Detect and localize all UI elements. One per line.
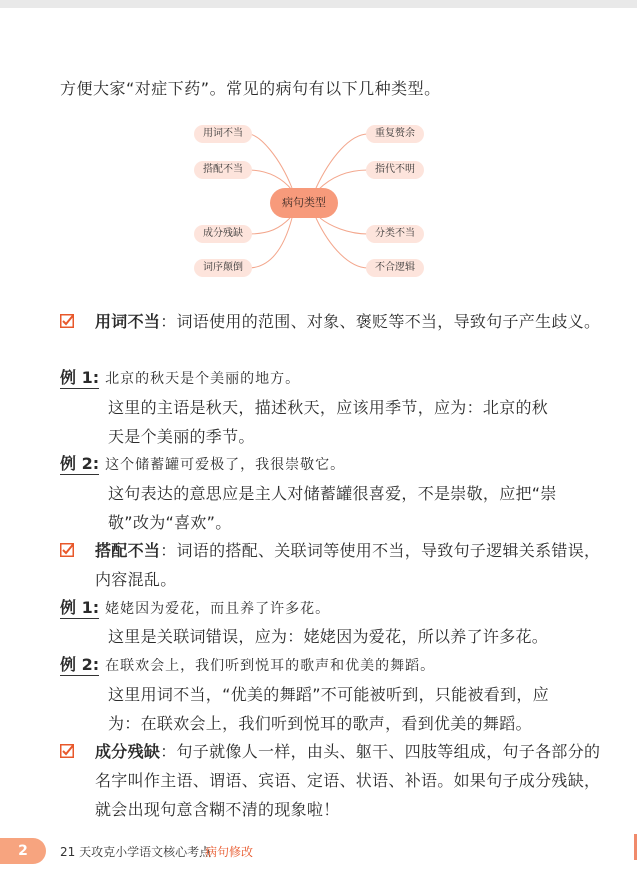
example-explanation: 这里用词不当，“优美的舞蹈”不可能被听到，只能被看到，应为：在联欢会上，我们听到悦耳的歌声，看到优美的舞蹈。 [108,685,549,733]
example-label: 例 1: [60,368,100,387]
section-text: ：词语的搭配、关联词等使用不当，导致句子逻辑关系错误，内容混乱。 [95,541,601,589]
section-item [60,307,615,336]
branch-line [248,218,290,234]
top-bar [0,0,637,8]
checkbox-icon [60,744,74,758]
example-sentence: 这个储蓄罐可爱极了，我很崇敬它。 [105,457,346,473]
branch-line [316,218,368,268]
example-line [60,450,345,479]
example-label: 例 2: [60,454,100,473]
mind-map [180,118,450,288]
checkbox-icon [60,543,74,557]
example-sentence: 北京的秋天是个美丽的地方。 [105,371,301,387]
example-line [60,594,330,623]
branch-line [318,170,368,190]
section-keyword: 成分残缺 [95,742,161,761]
branch-line [248,218,292,268]
example-line [60,651,435,680]
example-explanation: 这里是关联词错误，应为：姥姥因为爱花，所以养了许多花。 [108,627,549,646]
branch-line [316,134,368,188]
section-text: ：句子就像人一样，由头、躯干、四肢等组成，句子各部分的名字叫作主语、谓语、宾语、定语、状语、补语。如果句子成分残缺，就会出现句意含糊不清的现象啦！ [95,742,601,819]
branch-line [248,134,292,188]
example-label: 例 1: [60,598,100,617]
mindmap-node-left: 词序颠倒 [194,259,252,277]
example-sentence: 在联欢会上，我们听到悦耳的歌声和优美的舞蹈。 [105,658,436,674]
section-item [60,536,615,594]
page-number: 2 [0,838,46,864]
section-keyword: 搭配不当 [95,541,161,560]
mindmap-node-left: 成分残缺 [194,225,252,243]
intro-text: 方便大家“对症下药”。常见的病句有以下几种类型。 [60,79,441,98]
chapter-topic: 病句修改 [205,845,254,859]
mindmap-node-left: 用词不当 [194,125,252,143]
checkbox-icon [60,314,74,328]
example-label: 例 2: [60,655,100,674]
page-footer [0,834,637,864]
mindmap-node-right: 不合逻辑 [366,259,424,277]
book-title: 21 天攻克小学语文核心考点 [60,845,212,859]
example-sentence: 姥姥因为爱花，而且养了许多花。 [105,601,331,617]
mindmap-center-node: 病句类型 [270,188,338,218]
example-line [60,364,300,393]
section-item [60,737,615,824]
mindmap-node-left: 搭配不当 [194,161,252,179]
mindmap-node-right: 指代不明 [366,161,424,179]
example-explanation: 这句表达的意思应是主人对储蓄罐很喜爱，不是崇敬，应把“崇敬”改为“喜欢”。 [108,484,557,532]
mindmap-node-right: 分类不当 [366,225,424,243]
example-explanation: 这里的主语是秋天，描述秋天，应该用季节，应为：北京的秋天是个美丽的季节。 [108,398,549,446]
section-text: ：词语使用的范围、对象、褒贬等不当，导致句子产生歧义。 [160,312,601,331]
section-keyword: 用词不当 [95,312,161,331]
mindmap-node-right: 重复赘余 [366,125,424,143]
branch-line [320,218,368,234]
